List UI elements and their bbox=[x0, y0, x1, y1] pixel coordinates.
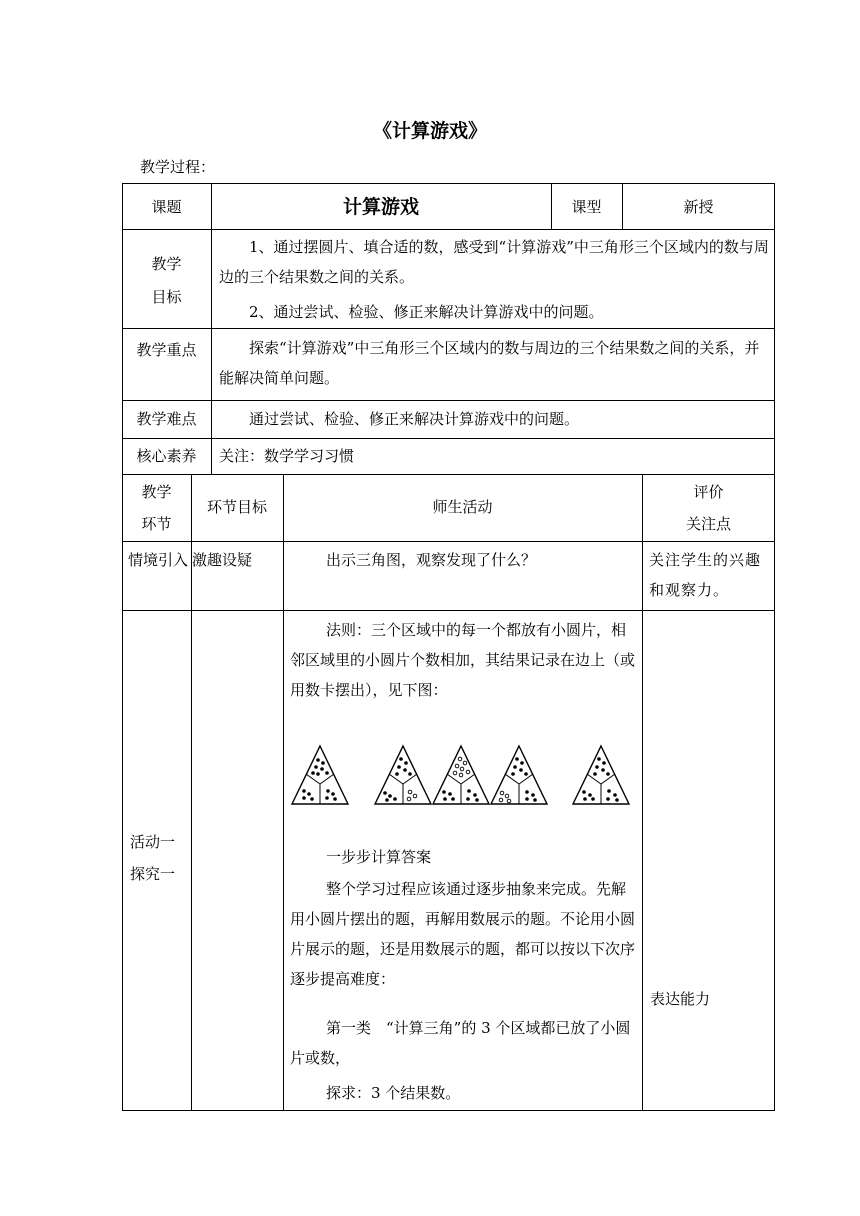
triangle-5 bbox=[573, 746, 629, 804]
col-goal: 环节目标 bbox=[206, 498, 267, 516]
row2-step: 一步步计算答案 bbox=[326, 848, 432, 866]
goal-label-2: 目标 bbox=[151, 288, 182, 306]
row-divider bbox=[122, 438, 775, 439]
key-text: 探索“计算游戏”中三角形三个区域内的数与周边的三个结果数之间的关系，并能解决简单问题。 bbox=[219, 339, 760, 387]
literacy-text: 关注：数学学习习惯 bbox=[219, 447, 355, 465]
row-divider bbox=[122, 474, 775, 475]
col-activity: 师生活动 bbox=[432, 498, 493, 516]
goal-2: 2、通过尝试、检验、修正来解决计算游戏中的问题。 bbox=[249, 303, 604, 321]
row2-class: 第一类 “计算三角”的 3 个区域都已放了小圆片或数， bbox=[290, 1019, 631, 1067]
row1-eval: 关注学生的兴趣和观察力。 bbox=[649, 551, 762, 599]
row-divider bbox=[122, 610, 775, 611]
triangle-4 bbox=[491, 746, 547, 804]
col-divider bbox=[642, 474, 643, 1111]
col-divider bbox=[211, 183, 212, 474]
triangle-diagrams bbox=[290, 742, 635, 812]
triangle-2 bbox=[375, 746, 431, 804]
row2-rule: 法则：三个区域中的每一个都放有小圆片，相邻区域里的小圆片个数相加，其结果记录在边上（或用数卡摆出），见下图： bbox=[290, 621, 636, 699]
row2-seek: 探求：3 个结果数。 bbox=[326, 1084, 461, 1102]
process-label: 教学过程： bbox=[140, 158, 216, 176]
row1-stage: 情境引入 bbox=[128, 551, 189, 569]
col-divider bbox=[283, 474, 284, 1111]
col-eval-1: 评价 bbox=[693, 483, 724, 501]
col-eval-2: 关注点 bbox=[685, 515, 731, 533]
row1-activity: 出示三角图，观察发现了什么？ bbox=[326, 551, 537, 569]
row-divider bbox=[122, 400, 775, 401]
row-divider bbox=[122, 229, 775, 230]
goal-label-1: 教学 bbox=[151, 255, 182, 273]
topic-value: 计算游戏 bbox=[342, 196, 419, 218]
difficult-text: 通过尝试、检验、修正来解决计算游戏中的问题。 bbox=[249, 410, 580, 428]
difficult-label: 教学难点 bbox=[136, 410, 197, 428]
document-title: 《计算游戏》 bbox=[372, 120, 487, 142]
triangle-3 bbox=[433, 746, 489, 804]
goal-1: 1、通过摆圆片、填合适的数，感受到“计算游戏”中三角形三个区域内的数与周边的三个结果数之间的关系。 bbox=[219, 238, 769, 286]
type-label: 课型 bbox=[571, 198, 602, 216]
key-label: 教学重点 bbox=[136, 341, 197, 359]
col-stage-1: 教学 bbox=[141, 483, 172, 501]
row-divider bbox=[122, 541, 775, 542]
topic-label: 课题 bbox=[151, 198, 182, 216]
row-divider bbox=[122, 328, 775, 329]
literacy-label: 核心素养 bbox=[136, 447, 197, 465]
row1-goal: 激趣设疑 bbox=[192, 551, 253, 569]
row2-stage-1: 活动一 bbox=[130, 833, 176, 851]
col-stage-2: 环节 bbox=[141, 515, 172, 533]
row2-stage-2: 探究一 bbox=[130, 865, 176, 883]
type-value: 新授 bbox=[683, 198, 714, 216]
row2-eval: 表达能力 bbox=[650, 990, 711, 1008]
row2-para: 整个学习过程应该通过逐步抽象来完成。先解用小圆片摆出的题，再解用数展示的题。不论用小圆片展示的题，还是用数展示的题，都可以按以下次序逐步提高难度： bbox=[290, 880, 636, 988]
triangle-1 bbox=[292, 746, 348, 804]
